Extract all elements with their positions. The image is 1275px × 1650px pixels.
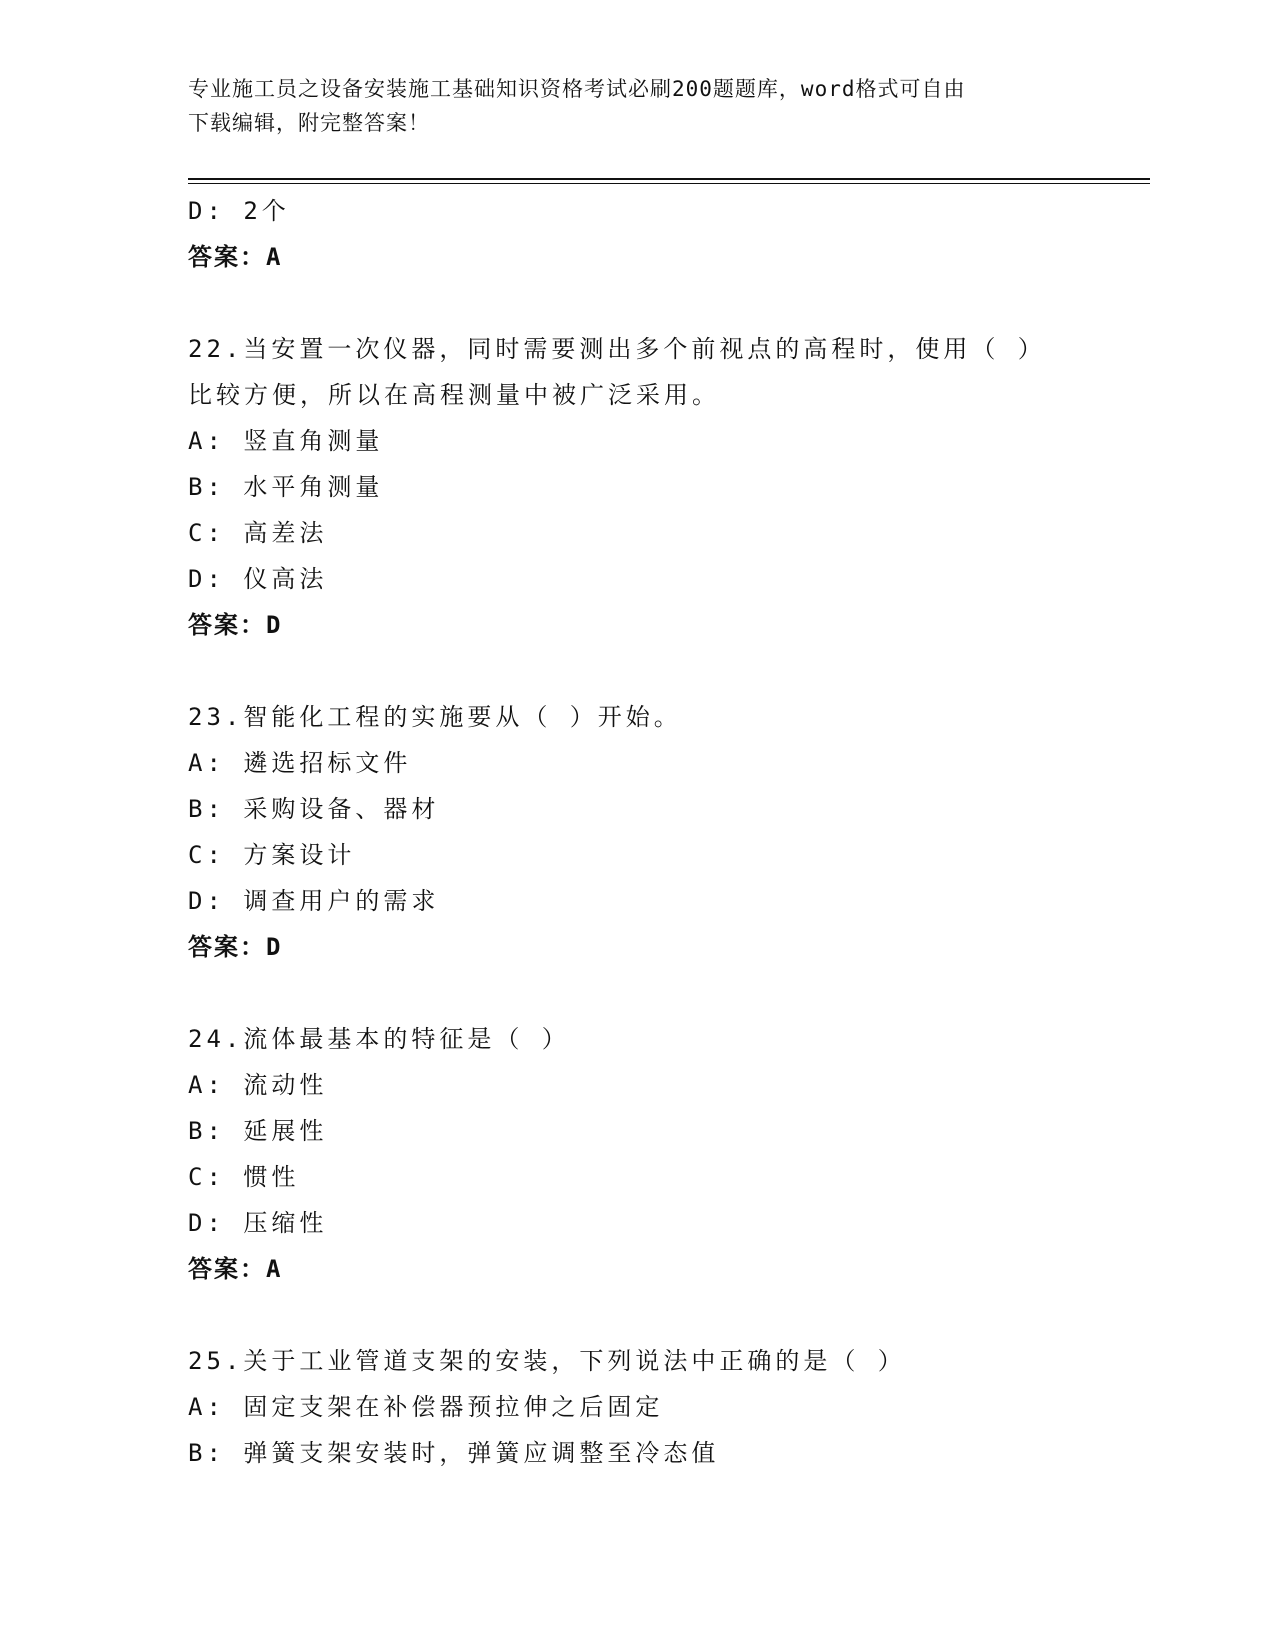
spacer bbox=[188, 280, 1108, 326]
spacer bbox=[188, 648, 1108, 694]
header-divider-thick bbox=[188, 178, 1150, 180]
spacer bbox=[188, 1292, 1108, 1338]
page-header bbox=[188, 72, 1088, 140]
header-line-1: 专业施工员之设备安装施工基础知识资格考试必刷200题题库，word格式可自由 bbox=[188, 77, 966, 101]
question-list bbox=[188, 188, 1108, 1476]
option-a: A: 竖直角测量 bbox=[188, 427, 384, 455]
option-a: A: 遴选招标文件 bbox=[188, 749, 412, 777]
answer-line: 答案：A bbox=[188, 243, 283, 271]
option-d: D: 调查用户的需求 bbox=[188, 887, 440, 915]
option-c: C: 方案设计 bbox=[188, 841, 356, 869]
option-b: B: 延展性 bbox=[188, 1117, 328, 1145]
question-stem: 24.流体最基本的特征是（ ） bbox=[188, 1025, 570, 1053]
answer-line: 答案：D bbox=[188, 611, 283, 639]
option-d: D: 压缩性 bbox=[188, 1209, 328, 1237]
option-c: C: 惯性 bbox=[188, 1163, 300, 1191]
option-a: A: 流动性 bbox=[188, 1071, 328, 1099]
header-divider-thin bbox=[188, 183, 1150, 184]
option-d: D: 仪高法 bbox=[188, 565, 328, 593]
answer-line: 答案：A bbox=[188, 1255, 283, 1283]
question-stem-continued: 比较方便，所以在高程测量中被广泛采用。 bbox=[188, 381, 720, 409]
question-stem: 22.当安置一次仪器，同时需要测出多个前视点的高程时，使用（ ） bbox=[188, 335, 1046, 363]
option-a: A: 固定支架在补偿器预拉伸之后固定 bbox=[188, 1393, 664, 1421]
option-b: B: 水平角测量 bbox=[188, 473, 384, 501]
header-line-2: 下载编辑，附完整答案！ bbox=[188, 111, 430, 135]
option-c: C: 高差法 bbox=[188, 519, 328, 547]
option-b: B: 弹簧支架安装时，弹簧应调整至冷态值 bbox=[188, 1439, 720, 1467]
option-d: D: 2个 bbox=[188, 197, 290, 225]
question-stem: 23.智能化工程的实施要从（ ）开始。 bbox=[188, 703, 682, 731]
option-b: B: 采购设备、器材 bbox=[188, 795, 440, 823]
spacer bbox=[188, 970, 1108, 1016]
question-stem: 25.关于工业管道支架的安装，下列说法中正确的是（ ） bbox=[188, 1347, 906, 1375]
answer-line: 答案：D bbox=[188, 933, 283, 961]
